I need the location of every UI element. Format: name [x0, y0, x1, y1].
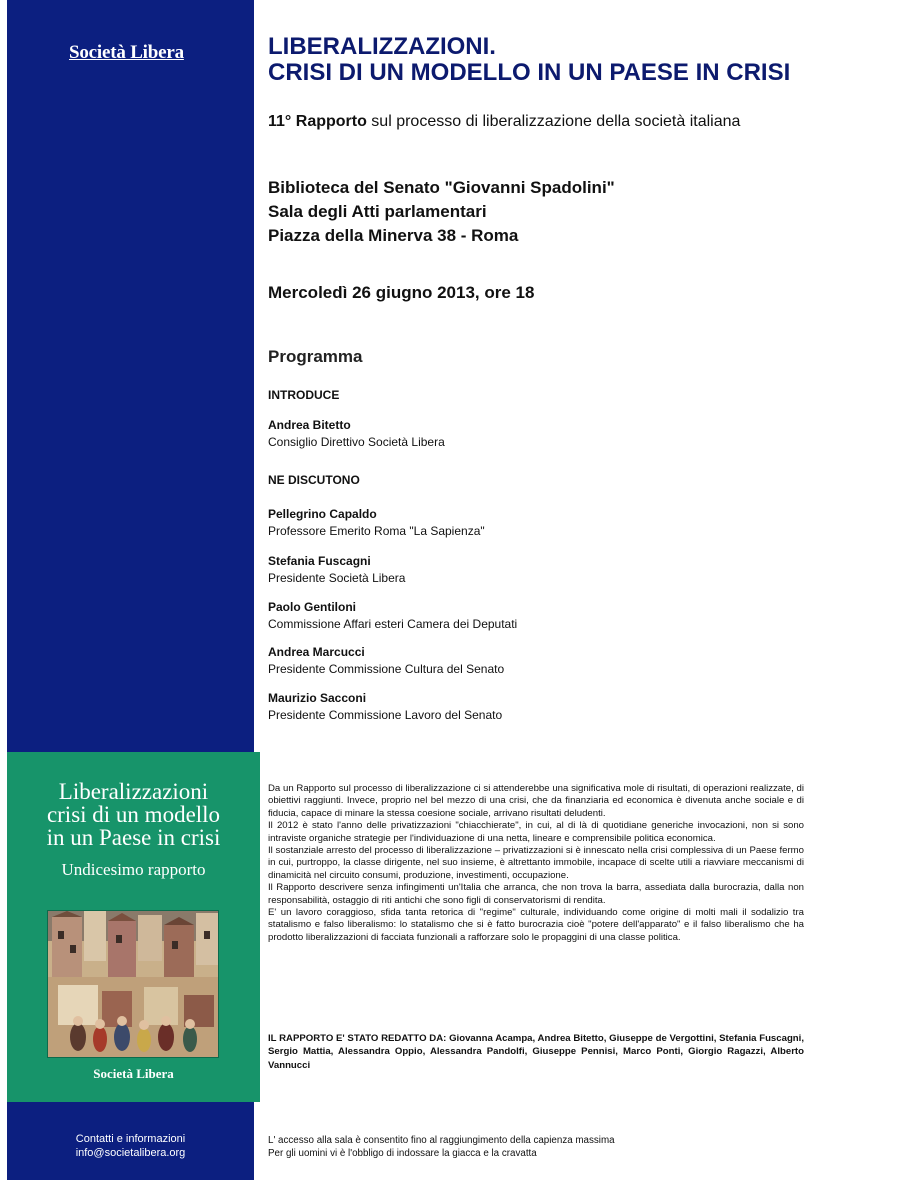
- book-cover-panel: [7, 752, 260, 1102]
- speaker-name: Stefania Fuscagni: [268, 554, 371, 568]
- description-paragraph: Il 2012 è stato l'anno delle privatizzazioni "chiacchierate", in cui, al di là di quotidiane generiche invocazioni, non si sono intraviste organiche strategie per l'individuazione di una netta, lineare e comprensibile politica economica.: [268, 820, 804, 844]
- event-date: Mercoledì 26 giugno 2013, ore 18: [268, 283, 535, 302]
- speaker-role: Presidente Commissione Cultura del Senato: [268, 662, 505, 676]
- book-title: [7, 780, 260, 849]
- report-authors: IL RAPPORTO E' STATO REDATTO DA: Giovanna Acampa, Andrea Bitetto, Giuseppe de Vergottini, Stefania Fuscagni, Sergio Mattia, Alessandra Oppio, Alessandra Pandolfi, Giuseppe Pennisi, Marco Ponti, Giorgio Ragazzi, Alberto Vannucci: [268, 1033, 804, 1071]
- access-note-line: L' accesso alla sala è consentito fino al raggiungimento della capienza massima: [268, 1135, 615, 1146]
- speaker-introducer: [268, 417, 445, 451]
- dress-code-note: Per gli uomini vi è l'obbligo di indossare la giacca e la cravatta: [268, 1148, 537, 1159]
- speaker-name: Pellegrino Capaldo: [268, 507, 377, 521]
- title-line: CRISI DI UN MODELLO IN UN PAESE IN CRISI: [268, 59, 791, 86]
- speaker-role: Presidente Società Libera: [268, 571, 406, 585]
- speaker-panelist: [268, 506, 485, 540]
- speaker-panelist: [268, 644, 504, 678]
- venue-address: Piazza della Minerva 38 - Roma: [268, 226, 519, 245]
- venue-name: Biblioteca del Senato "Giovanni Spadolini": [268, 178, 615, 197]
- discutono-label: NE DISCUTONO: [268, 473, 360, 487]
- book-title-line: Liberalizzazioni: [58, 779, 209, 804]
- sidebar-bottom-panel: [7, 1102, 254, 1180]
- report-subtitle-text: sul processo di liberalizzazione della società italiana: [366, 113, 741, 130]
- programma-heading: Programma: [268, 347, 363, 366]
- report-subtitle: [268, 113, 740, 131]
- venue-room: Sala degli Atti parlamentari: [268, 202, 487, 221]
- description-paragraph: Da un Rapporto sul processo di liberalizzazione ci si attenderebbe una significativa mole di risultati, di operazioni realizzate, di obiettivi raggiunti. Invece, proprio nel bel mezzo di una crisi, che da finanziaria ed economica è divenuta anche sociale e di fiducia, capace di minare la stessa coesione sociale, arrivano risultati deludenti.: [268, 783, 804, 819]
- report-number: 11° Rapporto: [268, 113, 367, 130]
- speaker-role: Presidente Commissione Lavoro del Senato: [268, 708, 503, 722]
- fresco-painting-image: [47, 910, 219, 1058]
- speaker-panelist: [268, 690, 502, 724]
- speaker-name: Paolo Gentiloni: [268, 600, 357, 614]
- book-title-line: crisi di un modello: [46, 802, 221, 827]
- sidebar-top-panel: [7, 0, 254, 752]
- contact-label: Contatti e informazioni: [75, 1133, 186, 1145]
- speaker-role: Commissione Affari esteri Camera dei Deputati: [268, 617, 518, 631]
- report-description: [268, 783, 804, 944]
- speaker-role: Consiglio Direttivo Società Libera: [268, 435, 445, 449]
- speaker-panelist: [268, 599, 517, 633]
- description-paragraph: E' un lavoro coraggioso, sfida tanta retorica di "regime" culturale, individuando come origine di molti mali il sodalizio tra statalismo e falso liberalismo: lo statalismo che si è fatto burocrazia cioè "potere dell'apparato" e il falso liberalismo che ha prodotto liberalizzazioni di facciata funzionali a rafforzare solo le propaggini di una classe politica.: [268, 907, 804, 943]
- book-subtitle: Undicesimo rapporto: [61, 860, 206, 879]
- speaker-panelist: [268, 553, 405, 587]
- description-paragraph: Il Rapporto descrivere senza infingimenti un'Italia che arranca, che non trova la barra, assediata dalla burocrazia, dalla non responsabilità, ostaggio di riti antichi che sono figli di conservatorismi di rendita.: [268, 882, 804, 906]
- page-title: [268, 34, 888, 86]
- speaker-name: Andrea Marcucci: [268, 645, 365, 659]
- book-cover-logo: Società Libera: [93, 1066, 174, 1081]
- introduce-label: INTRODUCE: [268, 388, 340, 402]
- speaker-name: Maurizio Sacconi: [268, 691, 367, 705]
- contact-info: [7, 1132, 254, 1160]
- contact-email[interactable]: info@societalibera.org: [75, 1147, 186, 1159]
- title-line: LIBERALIZZAZIONI.: [268, 33, 496, 60]
- access-note: [268, 1134, 615, 1160]
- societa-libera-logo: Società Libera: [69, 42, 184, 63]
- description-paragraph: Il sostanziale arresto del processo di liberalizzazione – privatizzazioni si è innescato nella crisi complessiva di un Paese fermo in cui, purtroppo, la classe dirigente, nel suo insieme, è altrettanto immobile, incapace di scelte utili a riavviare meccanismi di dinamicità nel circuito consumi, produzione, investimenti, occupazione.: [268, 845, 804, 881]
- venue-block: [268, 176, 615, 248]
- speaker-name: Andrea Bitetto: [268, 418, 351, 432]
- speaker-role: Professore Emerito Roma "La Sapienza": [268, 524, 485, 538]
- book-title-line: in un Paese in crisi: [46, 825, 221, 850]
